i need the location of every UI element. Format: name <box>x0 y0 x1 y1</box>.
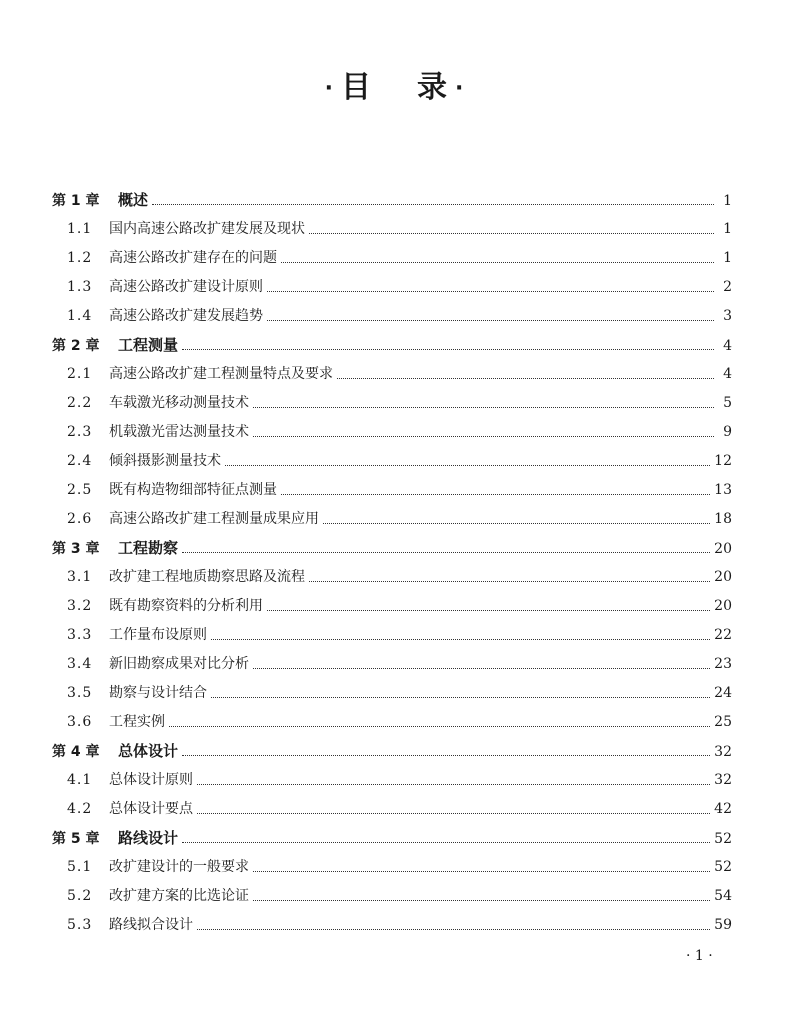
toc-dot-leader <box>169 725 710 727</box>
toc-section-row[interactable] <box>67 389 732 417</box>
toc-entry-number: 3.3 <box>67 627 93 643</box>
toc-entry-title: 既有构造物细部特征点测量 <box>109 482 277 498</box>
toc-entry-title: 总体设计 <box>118 742 179 760</box>
toc-dot-leader <box>281 493 710 495</box>
toc-dot-leader <box>267 609 710 611</box>
toc-entry-number: 3.4 <box>67 656 93 672</box>
toc-entry-number: 5.1 <box>67 859 93 875</box>
toc-entry-title: 国内高速公路改扩建发展及现状 <box>109 221 305 237</box>
toc-entry-title: 路线设计 <box>118 829 179 847</box>
toc-dot-leader <box>253 870 710 872</box>
toc-entry-page: 18 <box>714 511 732 527</box>
toc-section-row[interactable] <box>67 650 732 678</box>
toc-section-row[interactable] <box>67 244 732 272</box>
toc-entry-page: 23 <box>714 656 732 672</box>
toc-entry-title: 高速公路改扩建存在的问题 <box>109 250 277 266</box>
toc-section-row[interactable] <box>67 418 732 446</box>
toc-entry-title: 改扩建设计的一般要求 <box>109 859 249 875</box>
toc-section-row[interactable] <box>67 505 732 533</box>
toc-section-row[interactable] <box>67 679 732 707</box>
toc-section-row[interactable] <box>67 592 732 620</box>
toc-entry-page: 9 <box>723 424 732 440</box>
toc-entry-page: 1 <box>723 221 732 237</box>
toc-entry-number: 3.1 <box>67 569 93 585</box>
toc-section-row[interactable] <box>67 853 732 881</box>
toc-entry-page: 42 <box>714 801 732 817</box>
toc-entry-title: 工程勘察 <box>118 539 179 557</box>
toc-entry-title: 新旧勘察成果对比分析 <box>109 656 249 672</box>
toc-section-row[interactable] <box>67 302 732 330</box>
toc-chapter-row[interactable] <box>52 534 732 562</box>
toc-dot-leader <box>309 580 710 582</box>
toc-dot-leader <box>253 899 710 901</box>
toc-entry-number: 1.1 <box>67 221 93 237</box>
toc-chapter-row[interactable] <box>52 824 732 852</box>
toc-entry-number: 4.2 <box>67 801 93 817</box>
toc-section-row[interactable] <box>67 911 732 939</box>
toc-dot-leader <box>211 638 710 640</box>
toc-entry-number: 3.5 <box>67 685 93 701</box>
toc-entry-page: 25 <box>714 714 732 730</box>
toc-entry-number: 第 1 章 <box>52 193 100 209</box>
toc-entry-title: 既有勘察资料的分析利用 <box>109 598 263 614</box>
toc-entry-title: 勘察与设计结合 <box>109 685 207 701</box>
toc-entry-number: 第 2 章 <box>52 338 100 354</box>
toc-section-row[interactable] <box>67 766 732 794</box>
toc-dot-leader <box>323 522 710 524</box>
toc-dot-leader <box>267 290 714 292</box>
toc-section-row[interactable] <box>67 621 732 649</box>
toc-entry-page: 1 <box>723 250 732 266</box>
toc-entry-number: 1.2 <box>67 250 93 266</box>
toc-dot-leader <box>182 348 714 350</box>
toc-entry-page: 2 <box>723 279 732 295</box>
toc-dot-leader <box>182 754 710 756</box>
title-dot-right: · <box>455 76 466 101</box>
toc-entry-number: 3.2 <box>67 598 93 614</box>
toc-entry-page: 52 <box>714 859 732 875</box>
toc-dot-leader <box>309 232 714 234</box>
toc-entry-title: 路线拟合设计 <box>109 917 193 933</box>
toc-section-row[interactable] <box>67 563 732 591</box>
title-char-left: 目 <box>341 70 373 105</box>
toc-section-row[interactable] <box>67 882 732 910</box>
toc-section-row[interactable] <box>67 795 732 823</box>
toc-entry-title: 改扩建方案的比选论证 <box>109 888 249 904</box>
toc-entry-title: 车载激光移动测量技术 <box>109 395 249 411</box>
toc-entry-page: 5 <box>723 395 732 411</box>
toc-entry-page: 52 <box>714 831 732 847</box>
toc-entry-number: 第 4 章 <box>52 744 100 760</box>
toc-entry-page: 54 <box>714 888 732 904</box>
title-dot-left: · <box>324 76 335 101</box>
toc-entry-page: 20 <box>714 569 732 585</box>
toc-entry-page: 13 <box>714 482 732 498</box>
toc-entry-number: 3.6 <box>67 714 93 730</box>
toc-entry-title: 高速公路改扩建发展趋势 <box>109 308 263 324</box>
toc-entry-number: 2.1 <box>67 366 93 382</box>
toc-entry-number: 1.4 <box>67 308 93 324</box>
toc-dot-leader <box>253 406 714 408</box>
toc-entry-page: 32 <box>714 744 732 760</box>
toc-dot-leader <box>281 261 714 263</box>
toc-entry-page: 59 <box>714 917 732 933</box>
toc-dot-leader <box>182 841 710 843</box>
toc-dot-leader <box>337 377 714 379</box>
toc-dot-leader <box>225 464 710 466</box>
toc-entry-number: 2.3 <box>67 424 93 440</box>
toc-dot-leader <box>197 783 710 785</box>
toc-chapter-row[interactable] <box>52 186 732 214</box>
toc-entry-number: 1.3 <box>67 279 93 295</box>
toc-entry-title: 概述 <box>118 191 149 209</box>
toc-entry-page: 32 <box>714 772 732 788</box>
toc-entry-number: 2.4 <box>67 453 93 469</box>
toc-entry-number: 第 5 章 <box>52 831 100 847</box>
page-title <box>0 62 790 106</box>
toc-entry-title: 工程实例 <box>109 714 165 730</box>
toc-entry-page: 12 <box>714 453 732 469</box>
toc-entry-number: 5.3 <box>67 917 93 933</box>
toc-entry-title: 改扩建工程地质勘察思路及流程 <box>109 569 305 585</box>
toc-entry-title: 高速公路改扩建工程测量成果应用 <box>109 511 319 527</box>
toc-entry-page: 20 <box>714 541 732 557</box>
toc-entry-page: 4 <box>723 366 732 382</box>
toc-entry-title: 工程测量 <box>118 336 179 354</box>
toc-dot-leader <box>182 551 710 553</box>
toc-entry-number: 2.2 <box>67 395 93 411</box>
toc-section-row[interactable] <box>67 476 732 504</box>
toc-entry-title: 倾斜摄影测量技术 <box>109 453 221 469</box>
toc-dot-leader <box>253 435 714 437</box>
toc-entry-page: 24 <box>714 685 732 701</box>
toc-entry-page: 1 <box>723 193 732 209</box>
toc-section-row[interactable] <box>67 273 732 301</box>
toc-dot-leader <box>253 667 710 669</box>
toc-entry-page: 22 <box>714 627 732 643</box>
toc-section-row[interactable] <box>67 360 732 388</box>
toc-section-row[interactable] <box>67 447 732 475</box>
toc-chapter-row[interactable] <box>52 737 732 765</box>
title-char-right: 录 <box>417 70 449 105</box>
toc-section-row[interactable] <box>67 215 732 243</box>
toc-chapter-row[interactable] <box>52 331 732 359</box>
toc-entry-page: 3 <box>723 308 732 324</box>
toc-entry-number: 4.1 <box>67 772 93 788</box>
toc-dot-leader <box>197 928 710 930</box>
toc-section-row[interactable] <box>67 708 732 736</box>
toc-entry-title: 总体设计要点 <box>109 801 193 817</box>
footer-page-number: · 1 · <box>686 948 713 964</box>
toc-dot-leader <box>211 696 710 698</box>
toc-entry-title: 工作量布设原则 <box>109 627 207 643</box>
toc-entry-title: 总体设计原则 <box>109 772 193 788</box>
toc-entry-number: 2.6 <box>67 511 93 527</box>
toc-entry-number: 5.2 <box>67 888 93 904</box>
toc-entry-page: 20 <box>714 598 732 614</box>
toc-entry-title: 高速公路改扩建设计原则 <box>109 279 263 295</box>
toc-dot-leader <box>197 812 710 814</box>
toc-entry-number: 第 3 章 <box>52 541 100 557</box>
toc-entry-title: 机载激光雷达测量技术 <box>109 424 249 440</box>
toc-dot-leader <box>267 319 714 321</box>
toc-entry-number: 2.5 <box>67 482 93 498</box>
toc-entry-title: 高速公路改扩建工程测量特点及要求 <box>109 366 333 382</box>
toc-dot-leader <box>152 203 714 205</box>
toc-entry-page: 4 <box>723 338 732 354</box>
